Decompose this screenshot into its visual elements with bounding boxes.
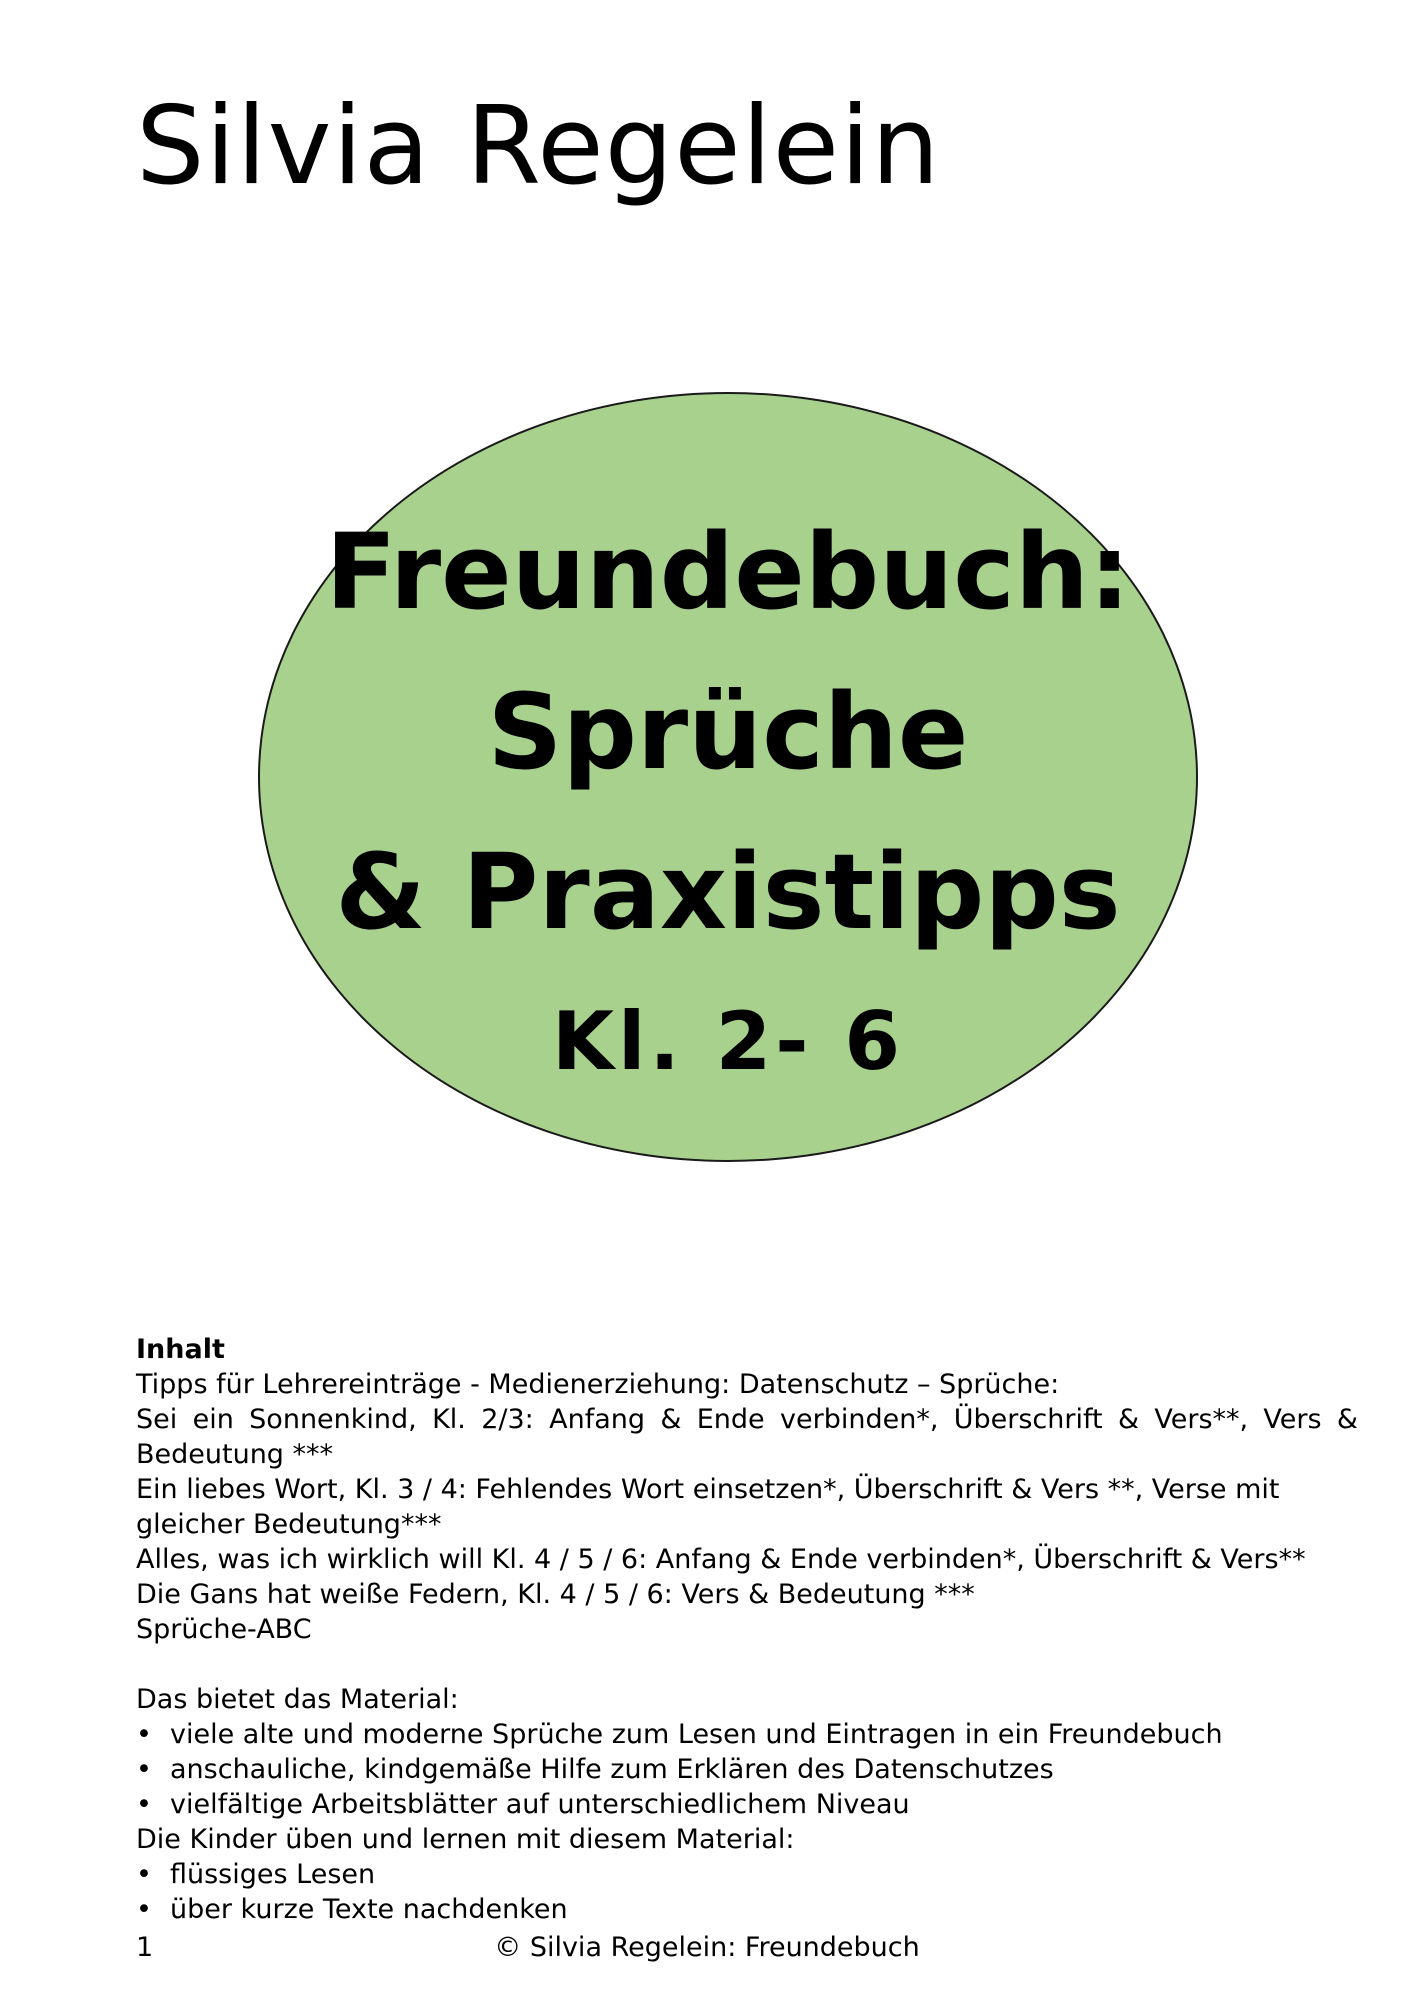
title-line-3: & Praxistipps bbox=[335, 831, 1121, 953]
learning-list bbox=[136, 1857, 1358, 1927]
contents-line: Die Gans hat weiße Federn, Kl. 4 / 5 / 6: Vers & Bedeutung *** bbox=[136, 1579, 975, 1610]
contents-line: Ein liebes Wort, Kl. 3 / 4: Fehlendes Wort einsetzen*, Überschrift & Vers **, Verse mit gleicher Bedeutung*** bbox=[136, 1474, 1280, 1540]
contents-line: Alles, was ich wirklich will Kl. 4 / 5 / 6: Anfang & Ende verbinden*, Überschrift & Vers** bbox=[136, 1544, 1306, 1575]
footer-copyright: © Silvia Regelein: Freundebuch bbox=[494, 1932, 920, 1963]
page-number: 1 bbox=[136, 1932, 154, 1963]
contents-line: Sprüche-ABC bbox=[136, 1614, 312, 1645]
list-item-text: flüssiges Lesen bbox=[170, 1859, 376, 1890]
contents-line: Tipps für Lehrereinträge - Medienerziehung: Datenschutz – Sprüche: bbox=[136, 1369, 1060, 1400]
learning-intro: Die Kinder üben und lernen mit diesem Material: bbox=[136, 1824, 795, 1855]
list-item bbox=[136, 1787, 1358, 1822]
bullet-icon: • bbox=[136, 1859, 152, 1890]
list-item-text: anschauliche, kindgemäße Hilfe zum Erklären des Datenschutzes bbox=[170, 1754, 1054, 1785]
contents-heading: Inhalt bbox=[136, 1334, 225, 1365]
list-item bbox=[136, 1892, 1358, 1927]
bullet-icon: • bbox=[136, 1894, 152, 1925]
bullet-icon: • bbox=[136, 1789, 152, 1820]
bullet-icon: • bbox=[136, 1719, 152, 1750]
title-line-1: Freundebuch: bbox=[325, 511, 1131, 633]
material-intro: Das bietet das Material: bbox=[136, 1684, 459, 1715]
contents-line: Sei ein Sonnenkind, Kl. 2/3: Anfang & Ende verbinden*, Überschrift & Vers**, Vers & Bedeutung *** bbox=[136, 1404, 1358, 1470]
list-item bbox=[136, 1752, 1358, 1787]
author-name: Silvia Regelein bbox=[136, 84, 941, 209]
material-list bbox=[136, 1717, 1358, 1822]
list-item bbox=[136, 1857, 1358, 1892]
section-spacer bbox=[136, 1647, 1358, 1682]
list-item-text: vielfältige Arbeitsblätter auf unterschiedlichem Niveau bbox=[170, 1789, 910, 1820]
list-item bbox=[136, 1717, 1358, 1752]
bullet-icon: • bbox=[136, 1754, 152, 1785]
title-line-2: Sprüche bbox=[487, 671, 969, 793]
title-grade-range: Kl. 2- 6 bbox=[551, 995, 905, 1088]
content-section bbox=[136, 1332, 1358, 1927]
list-item-text: über kurze Texte nachdenken bbox=[170, 1894, 568, 1925]
list-item-text: viele alte und moderne Sprüche zum Lesen und Eintragen in ein Freundebuch bbox=[170, 1719, 1223, 1750]
